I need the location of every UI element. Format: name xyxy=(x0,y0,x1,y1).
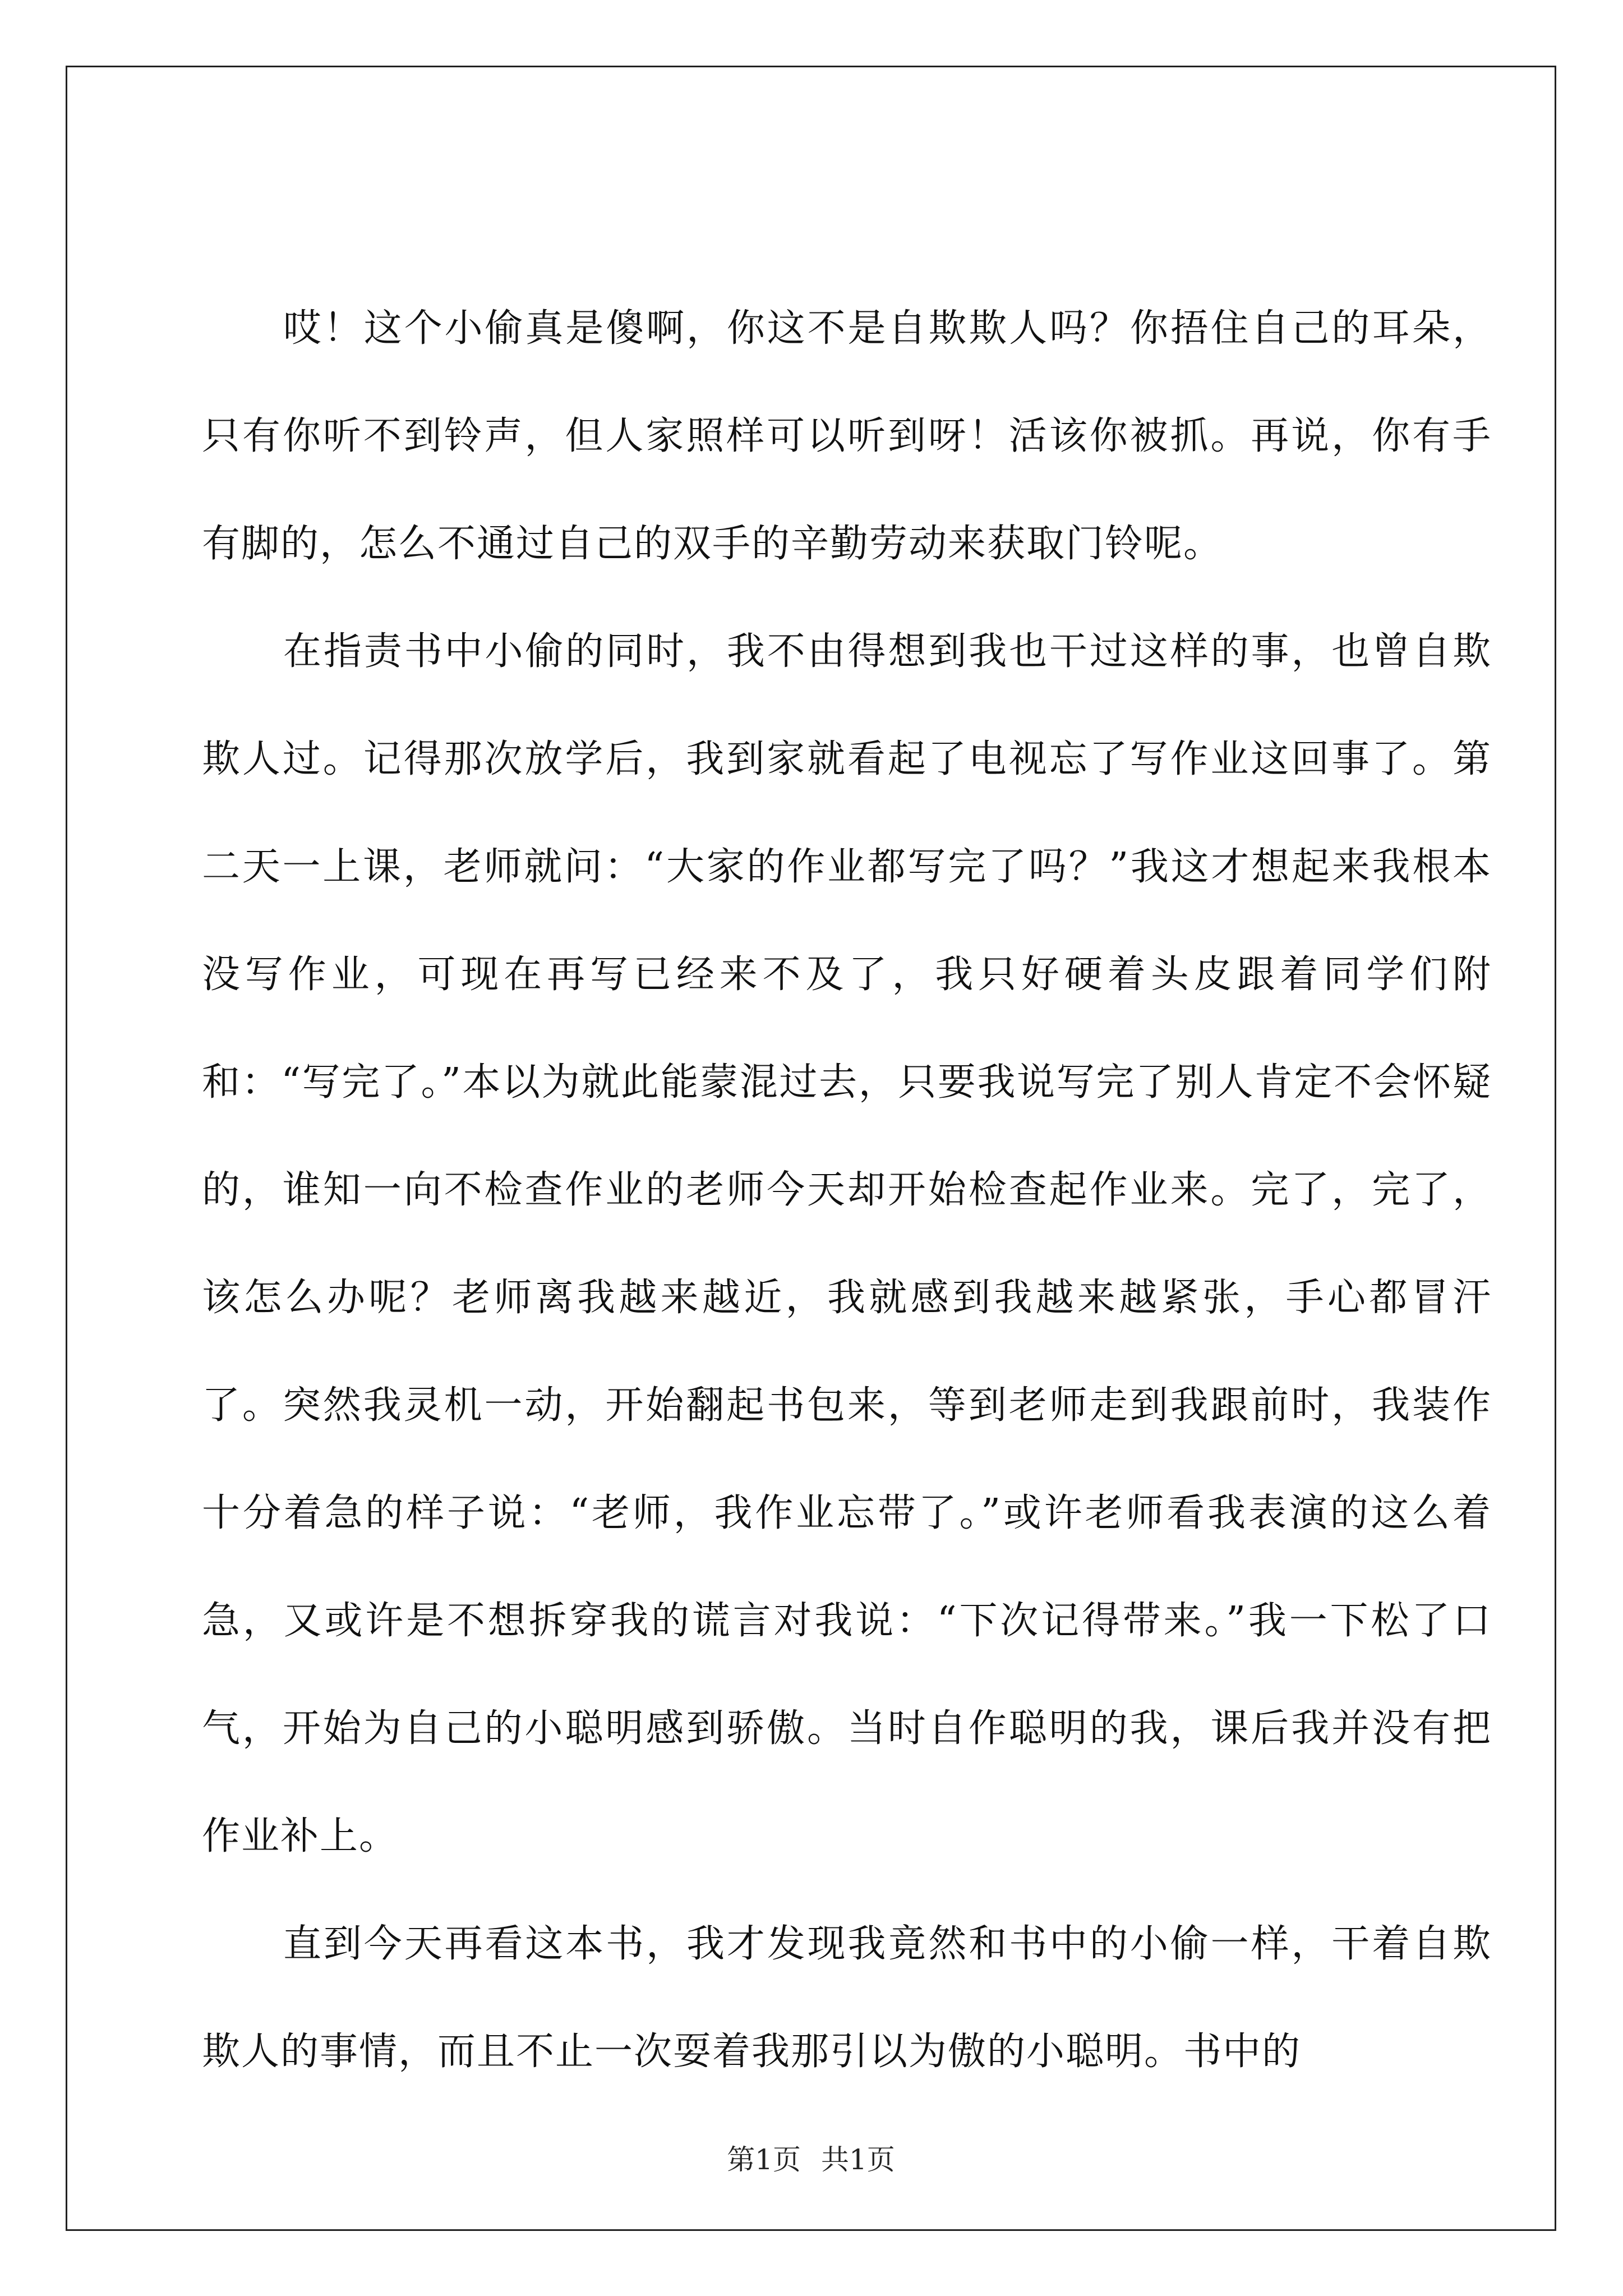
paragraph-3: 直到今天再看这本书，我才发现我竟然和书中的小偷一样，干着自欺欺人的事情，而且不止一次耍着我那引以为傲的小聪明。书中的 xyxy=(202,1922,1492,2074)
paragraph-2: 在指责书中小偷的同时，我不由得想到我也干过这样的事，也曾自欺欺人过。记得那次放学后，我到家就看起了电视忘了写作业这回事了。第二天一上课，老师就问：“大家的作业都写完了吗？”我这才想起来我根本没写作业，可现在再写已经来不及了，我只好硬着头皮跟着同学们附和：“写完了。”本以为就此能蒙混过去，只要我说写完了别人肯定不会怀疑的，谁知一向不检查作业的老师今天却开始检查起作业来。完了，完了，该怎么办呢？老师离我越来越近，我就感到我越来越紧张，手心都冒汗了。突然我灵机一动，开始翻起书包来，等到老师走到我跟前时，我装作十分着急的样子说：“老师，我作业忘带了。”或许老师看我表演的这么着急，又或许是不想拆穿我的谎言对我说：“下次记得带来。”我一下松了口气，开始为自己的小聪明感到骄傲。当时自作聪明的我，课后我并没有把作业补上。 xyxy=(202,629,1492,1858)
page-total: 共1页 xyxy=(821,2143,895,2176)
page-number: 第1页 xyxy=(727,2143,801,2176)
paragraph-1: 哎！这个小偷真是傻啊，你这不是自欺欺人吗？你捂住自己的耳朵，只有你听不到铃声，但人家照样可以听到呀！活该你被抓。再说，你有手有脚的，怎么不通过自己的双手的辛勤劳动来获取门铃呢。 xyxy=(202,306,1492,566)
document-body xyxy=(202,275,1492,2106)
page-frame xyxy=(66,66,1556,2231)
page-footer xyxy=(67,2137,1555,2178)
